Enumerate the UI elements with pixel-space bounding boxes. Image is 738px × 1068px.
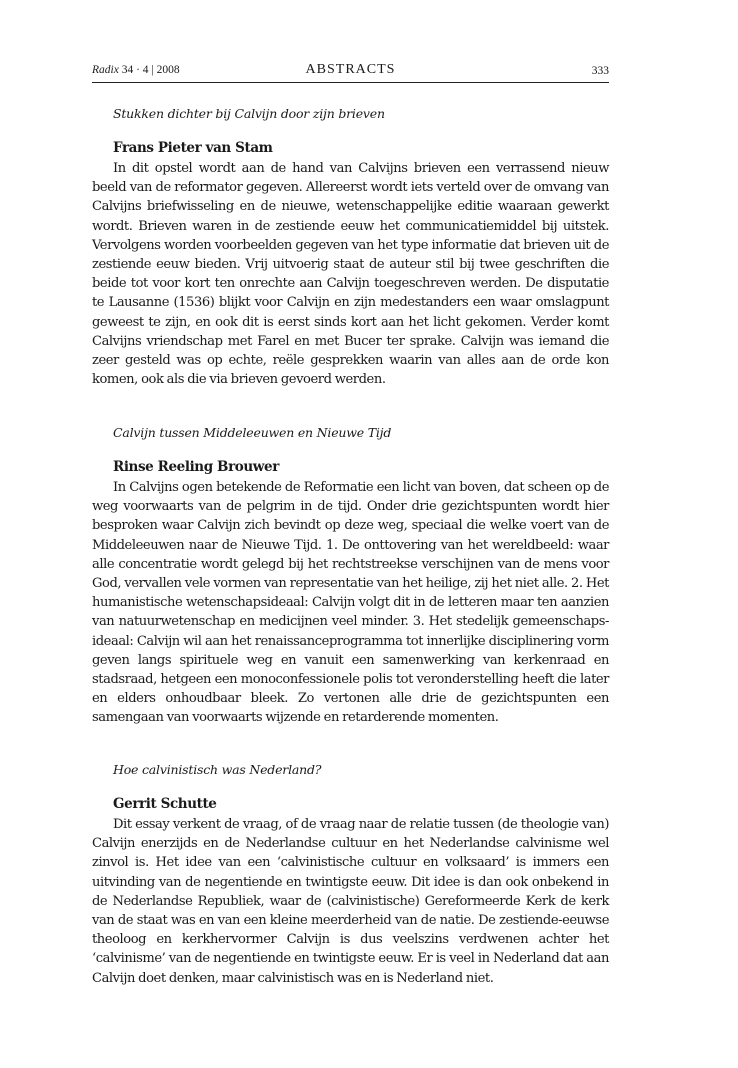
- abstract-title: Calvijn tussen Middeleeuwen en Nieuwe Tijd: [113, 425, 392, 440]
- running-header: [92, 62, 609, 83]
- abstract-1: [92, 105, 609, 389]
- abstract-author: Rinse Reeling Brouwer: [113, 459, 279, 475]
- journal-issue: 34 · 4 | 2008: [121, 64, 180, 76]
- abstract-author: Gerrit Schutte: [113, 796, 217, 812]
- abstract-3: [92, 761, 609, 988]
- abstract-author: Frans Pieter van Stam: [113, 140, 273, 156]
- page-number: 333: [591, 65, 609, 77]
- abstract-title: Stukken dichter bij Calvijn door zijn brieven: [113, 106, 385, 121]
- abstract-text: In Calvijns ogen betekende de Reformatie een licht van boven, dat scheen op de weg voorwaarts van de pelgrim in de tijd. Onder drie gezichtspunten wordt hier besproken waar Calvijn zich bevindt op deze weg, speciaal die welke voert van de Middeleeuwen naar de Nieuwe Tijd. 1. De onttovering van het wereldbeeld: waar alle concentratie wordt gelegd bij het rechtstreekse verschijnen van de mens voor God, vervallen vele vormen van representatie van het heilige, zij het niet alle. 2. Het humanistische wetenschapsideaal: Calvijn volgt dit in de letteren maar ten aanzien van natuurwetenschap en medicijnen veel minder. 3. Het stedelijk gemeenschaps-ideaal: Calvijn wil aan het renaissanceprogramma tot innerlijke disciplinering vorm geven langs spirituele weg en vanuit een samenwerking van kerkenraad en stadsraad, hetgeen een monoconfessionele polis tot veronderstelling heeft die later en elders onhoudbaar bleek. Zo vertonen alle drie de gezichtspunten een samengaan van voorwaarts wijzende en retarderende momenten.: [92, 480, 609, 726]
- abstract-title: Hoe calvinistisch was Nederland?: [113, 762, 322, 777]
- journal-name: Radix: [92, 64, 119, 76]
- abstract-text: In dit opstel wordt aan de hand van Calvijns brieven een verrassend nieuw beeld van de reformator gegeven. Allereerst wordt iets verteld over de omvang van Calvijns briefwisseling en de nieuwe, wetenschappelijke editie waaraan gewerkt wordt. Brieven waren in de zestiende eeuw het communicatiemiddel bij uitstek. Vervolgens worden voorbeelden gegeven van het type informatie dat brieven uit de zestiende eeuw bieden. Vrij uitvoerig staat de auteur stil bij twee geschriften die beide tot voor kort ten onrechte aan Calvijn toegeschreven werden. De disputatie te Lausanne (1536) blijkt voor Calvijn en zijn medestanders een waar omslagpunt geweest te zijn, en ook dit is eerst sinds kort aan het licht gekomen. Verder komt Calvijns vriendschap met Farel en met Bucer ter sprake. Calvijn was iemand die zeer gesteld was op echte, reële gesprekken waarin van alles aan de orde kon komen, ook als die via brieven gevoerd werden.: [92, 161, 609, 388]
- section-heading: ABSTRACTS: [305, 62, 396, 77]
- abstract-2: [92, 424, 609, 728]
- abstract-text: Dit essay verkent de vraag, of de vraag naar de relatie tussen (de theologie van) Calvijn enerzijds en de Nederlandse cultuur en het Nederlandse calvinisme wel zinvol is. Het idee van een ‘calvinistische cultuur en volksaard’ is immers een uitvinding van de negentiende en twintigste eeuw. Dit idee is dan ook onbekend in de Nederlandse Republiek, waar de (calvinistische) Gereformeerde Kerk de kerk van de staat was en van een kleine meerderheid van de natie. De zestiende-eeuwse theoloog en kerkhervormer Calvijn is dus veelszins verdwenen achter het ‘calvinisme’ van de negentiende en twintigste eeuw. Er is veel in Nederland dat aan Calvijn doet denken, maar calvinistisch was en is Nederland niet.: [92, 817, 609, 986]
